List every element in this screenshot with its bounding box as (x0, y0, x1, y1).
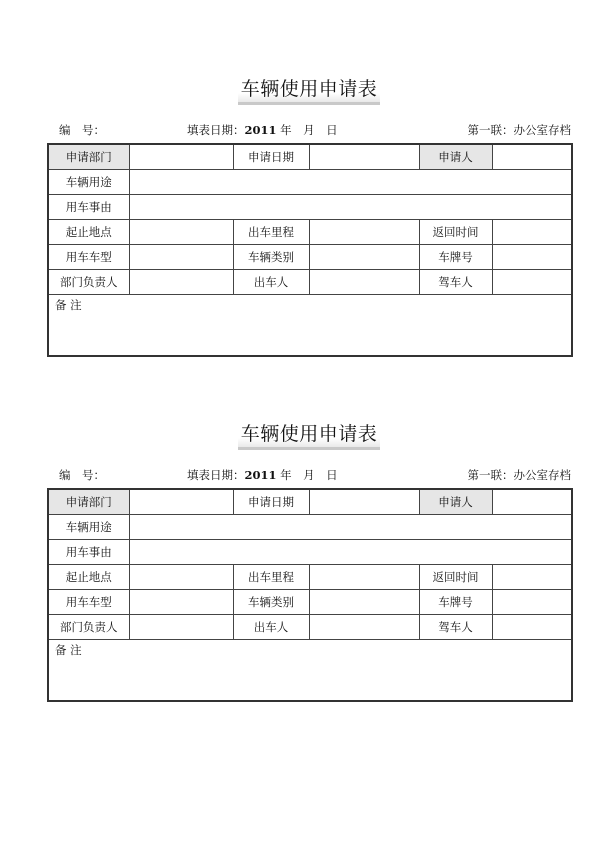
dept-input-cell[interactable] (129, 489, 233, 515)
return-time-input-cell[interactable] (492, 220, 572, 245)
fill-date-year: 2011 (244, 468, 277, 482)
plate-input-cell[interactable] (492, 245, 572, 270)
remarks-label: 备 注 (55, 643, 82, 657)
label-cell: 车牌号 (419, 590, 492, 615)
label-cell: 驾车人 (419, 615, 492, 640)
apply-date-input-cell[interactable] (309, 489, 419, 515)
remarks-cell[interactable] (48, 640, 572, 702)
table-row (48, 295, 572, 357)
label-cell: 车牌号 (419, 245, 492, 270)
driver-input-cell[interactable] (492, 270, 572, 295)
table-row (48, 220, 572, 245)
label-cell: 出车人 (233, 615, 309, 640)
reason-input-cell[interactable] (129, 540, 572, 565)
label-cell: 出车里程 (233, 220, 309, 245)
table-row (48, 590, 572, 615)
plate-input-cell[interactable] (492, 590, 572, 615)
mileage-input-cell[interactable] (309, 565, 419, 590)
form-title: 车辆使用申请表 (238, 417, 381, 450)
dept-input-cell[interactable] (129, 144, 233, 170)
table-row (48, 245, 572, 270)
table-row (48, 565, 572, 590)
purpose-input-cell[interactable] (129, 170, 572, 195)
return-time-input-cell[interactable] (492, 565, 572, 590)
label-cell: 出车人 (233, 270, 309, 295)
driver-input-cell[interactable] (492, 615, 572, 640)
label-cell: 申请部门 (48, 489, 129, 515)
remarks-label: 备 注 (55, 298, 82, 312)
label-cell: 部门负责人 (48, 615, 129, 640)
label-cell: 车辆类别 (233, 245, 309, 270)
label-cell: 起止地点 (48, 565, 129, 590)
table-row (48, 170, 572, 195)
label-cell: 用车车型 (48, 590, 129, 615)
table-row (48, 640, 572, 702)
fill-date-label: 填表日期： (187, 123, 245, 137)
purpose-input-cell[interactable] (129, 515, 572, 540)
fill-date (187, 467, 338, 483)
remarks-cell[interactable] (48, 295, 572, 357)
car-model-input-cell[interactable] (129, 245, 233, 270)
car-category-input-cell[interactable] (309, 590, 419, 615)
label-cell: 车辆类别 (233, 590, 309, 615)
label-cell: 返回时间 (419, 220, 492, 245)
label-cell: 出车里程 (233, 565, 309, 590)
applicant-input-cell[interactable] (492, 489, 572, 515)
applicant-input-cell[interactable] (492, 144, 572, 170)
car-category-input-cell[interactable] (309, 245, 419, 270)
label-cell: 用车事由 (48, 195, 129, 220)
label-cell: 驾车人 (419, 270, 492, 295)
table-row (48, 515, 572, 540)
label-cell: 申请人 (419, 144, 492, 170)
number-label: 编 号： (59, 123, 105, 137)
vehicle-request-form-2 (47, 417, 571, 702)
label-cell: 车辆用途 (48, 170, 129, 195)
table-row (48, 144, 572, 170)
label-cell: 用车车型 (48, 245, 129, 270)
fill-date (187, 122, 338, 138)
table-row (48, 195, 572, 220)
table-row (48, 270, 572, 295)
form-title: 车辆使用申请表 (238, 72, 381, 105)
request-table (47, 143, 573, 357)
form-title-wrap (47, 417, 571, 455)
table-row (48, 615, 572, 640)
label-cell: 返回时间 (419, 565, 492, 590)
form-meta-row (47, 122, 571, 140)
dept-head-input-cell[interactable] (129, 270, 233, 295)
table-row (48, 540, 572, 565)
mileage-input-cell[interactable] (309, 220, 419, 245)
reason-input-cell[interactable] (129, 195, 572, 220)
dept-head-input-cell[interactable] (129, 615, 233, 640)
fill-date-rest: 年 月 日 (280, 468, 338, 482)
label-cell: 起止地点 (48, 220, 129, 245)
car-model-input-cell[interactable] (129, 590, 233, 615)
fill-date-rest: 年 月 日 (280, 123, 338, 137)
label-cell: 申请部门 (48, 144, 129, 170)
dispatcher-input-cell[interactable] (309, 615, 419, 640)
apply-date-input-cell[interactable] (309, 144, 419, 170)
label-cell: 申请日期 (233, 144, 309, 170)
number-label: 编 号： (59, 468, 105, 482)
label-cell: 申请日期 (233, 489, 309, 515)
copy-label: 第一联：办公室存档 (467, 468, 571, 482)
dispatcher-input-cell[interactable] (309, 270, 419, 295)
label-cell: 部门负责人 (48, 270, 129, 295)
label-cell: 申请人 (419, 489, 492, 515)
copy-label: 第一联：办公室存档 (467, 123, 571, 137)
route-input-cell[interactable] (129, 565, 233, 590)
fill-date-year: 2011 (244, 123, 277, 137)
table-row (48, 489, 572, 515)
request-table (47, 488, 573, 702)
label-cell: 车辆用途 (48, 515, 129, 540)
form-title-wrap (47, 72, 571, 110)
label-cell: 用车事由 (48, 540, 129, 565)
vehicle-request-form-1 (47, 72, 571, 357)
form-meta-row (47, 467, 571, 485)
route-input-cell[interactable] (129, 220, 233, 245)
fill-date-label: 填表日期： (187, 468, 245, 482)
